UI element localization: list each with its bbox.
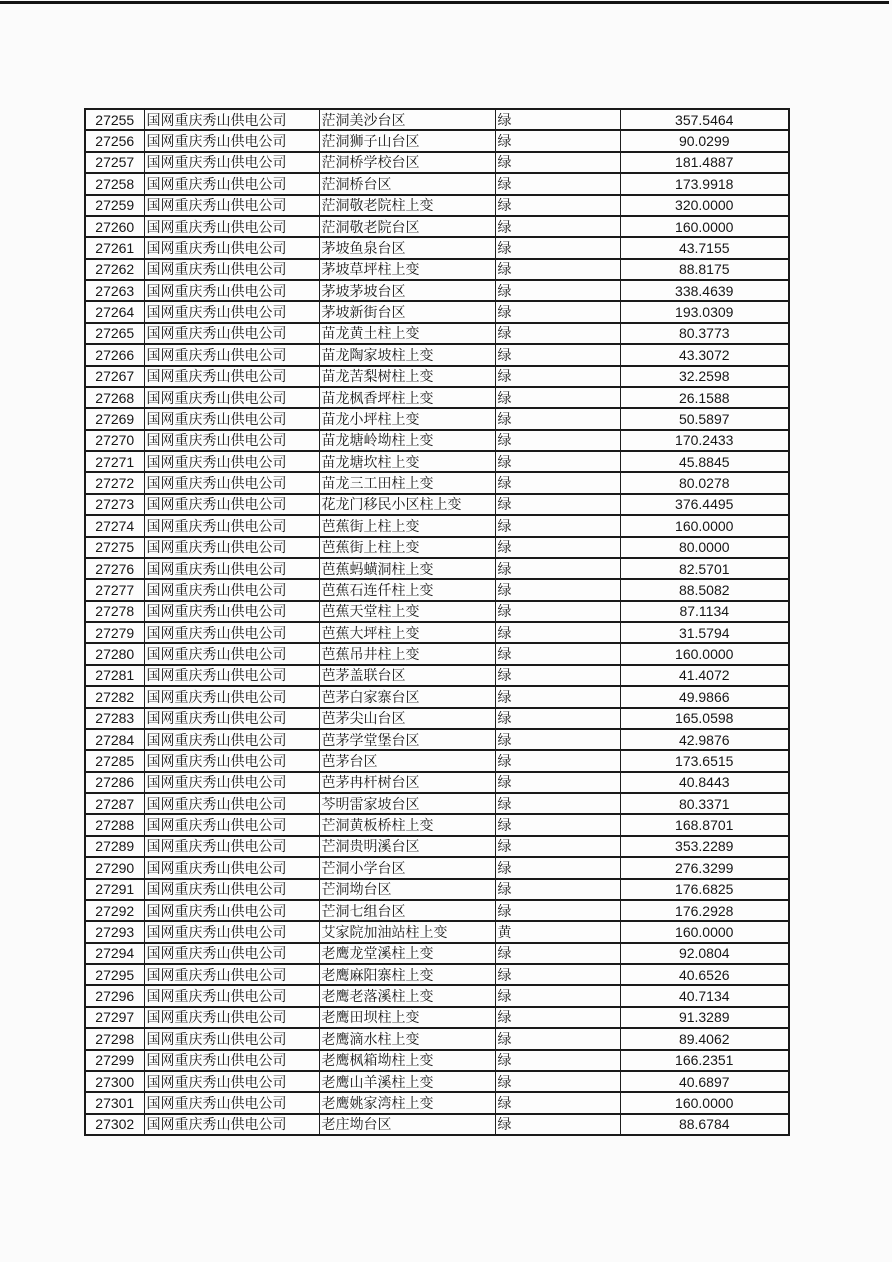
cell-status: 绿 bbox=[495, 430, 620, 451]
cell-value: 40.8443 bbox=[620, 772, 789, 793]
cell-status: 绿 bbox=[495, 1114, 620, 1135]
cell-row-id: 27269 bbox=[85, 408, 144, 429]
cell-status: 绿 bbox=[495, 622, 620, 643]
cell-company-name: 国网重庆秀山供电公司 bbox=[144, 750, 319, 771]
cell-row-id: 27294 bbox=[85, 943, 144, 964]
page-top-rule bbox=[0, 1, 889, 4]
cell-station-name: 芭茅学堂堡台区 bbox=[319, 729, 495, 750]
cell-company-name: 国网重庆秀山供电公司 bbox=[144, 537, 319, 558]
cell-status: 绿 bbox=[495, 943, 620, 964]
table-row bbox=[85, 579, 789, 600]
table-row bbox=[85, 665, 789, 686]
cell-status: 绿 bbox=[495, 1007, 620, 1028]
table-row bbox=[85, 943, 789, 964]
table-row bbox=[85, 836, 789, 857]
cell-row-id: 27278 bbox=[85, 601, 144, 622]
cell-status: 绿 bbox=[495, 857, 620, 878]
cell-value: 168.8701 bbox=[620, 814, 789, 835]
cell-value: 353.2289 bbox=[620, 836, 789, 857]
cell-status: 绿 bbox=[495, 601, 620, 622]
cell-row-id: 27268 bbox=[85, 387, 144, 408]
cell-status: 绿 bbox=[495, 408, 620, 429]
table-row bbox=[85, 793, 789, 814]
cell-company-name: 国网重庆秀山供电公司 bbox=[144, 985, 319, 1006]
cell-status: 绿 bbox=[495, 879, 620, 900]
cell-station-name: 老鹰姚家湾柱上变 bbox=[319, 1092, 495, 1113]
table-row bbox=[85, 280, 789, 301]
cell-company-name: 国网重庆秀山供电公司 bbox=[144, 323, 319, 344]
cell-company-name: 国网重庆秀山供电公司 bbox=[144, 1071, 319, 1092]
cell-row-id: 27299 bbox=[85, 1050, 144, 1071]
cell-company-name: 国网重庆秀山供电公司 bbox=[144, 643, 319, 664]
table-row bbox=[85, 344, 789, 365]
table-row bbox=[85, 1050, 789, 1071]
cell-station-name: 艾家院加油站柱上变 bbox=[319, 921, 495, 942]
cell-status: 绿 bbox=[495, 665, 620, 686]
cell-station-name: 茫洞敬老院台区 bbox=[319, 216, 495, 237]
cell-value: 49.9866 bbox=[620, 686, 789, 707]
cell-value: 43.3072 bbox=[620, 344, 789, 365]
cell-row-id: 27284 bbox=[85, 729, 144, 750]
cell-station-name: 苗龙塘坎柱上变 bbox=[319, 451, 495, 472]
cell-station-name: 茅坡新街台区 bbox=[319, 301, 495, 322]
table-row bbox=[85, 921, 789, 942]
cell-company-name: 国网重庆秀山供电公司 bbox=[144, 451, 319, 472]
cell-value: 176.2928 bbox=[620, 900, 789, 921]
cell-company-name: 国网重庆秀山供电公司 bbox=[144, 900, 319, 921]
cell-status: 绿 bbox=[495, 130, 620, 151]
cell-status: 绿 bbox=[495, 451, 620, 472]
table-row bbox=[85, 130, 789, 151]
cell-station-name: 芒洞小学台区 bbox=[319, 857, 495, 878]
cell-row-id: 27255 bbox=[85, 109, 144, 130]
cell-status: 绿 bbox=[495, 964, 620, 985]
cell-station-name: 老鹰山羊溪柱上变 bbox=[319, 1071, 495, 1092]
cell-status: 绿 bbox=[495, 387, 620, 408]
cell-status: 绿 bbox=[495, 152, 620, 173]
cell-company-name: 国网重庆秀山供电公司 bbox=[144, 195, 319, 216]
cell-row-id: 27296 bbox=[85, 985, 144, 1006]
cell-value: 376.4495 bbox=[620, 494, 789, 515]
cell-company-name: 国网重庆秀山供电公司 bbox=[144, 921, 319, 942]
cell-station-name: 芩明雷家坡台区 bbox=[319, 793, 495, 814]
table-row bbox=[85, 430, 789, 451]
cell-station-name: 芭茅白家寨台区 bbox=[319, 686, 495, 707]
cell-station-name: 苗龙三工田柱上变 bbox=[319, 472, 495, 493]
cell-row-id: 27274 bbox=[85, 515, 144, 536]
cell-status: 绿 bbox=[495, 366, 620, 387]
cell-station-name: 芭蕉吊井柱上变 bbox=[319, 643, 495, 664]
cell-status: 绿 bbox=[495, 772, 620, 793]
table-row bbox=[85, 537, 789, 558]
cell-row-id: 27257 bbox=[85, 152, 144, 173]
cell-company-name: 国网重庆秀山供电公司 bbox=[144, 408, 319, 429]
table-row bbox=[85, 729, 789, 750]
cell-status: 绿 bbox=[495, 515, 620, 536]
cell-station-name: 茫洞美沙台区 bbox=[319, 109, 495, 130]
cell-value: 42.9876 bbox=[620, 729, 789, 750]
cell-station-name: 老鹰老落溪柱上变 bbox=[319, 985, 495, 1006]
cell-value: 87.1134 bbox=[620, 601, 789, 622]
cell-station-name: 老鹰龙堂溪柱上变 bbox=[319, 943, 495, 964]
cell-row-id: 27266 bbox=[85, 344, 144, 365]
cell-company-name: 国网重庆秀山供电公司 bbox=[144, 216, 319, 237]
cell-company-name: 国网重庆秀山供电公司 bbox=[144, 1007, 319, 1028]
cell-status: 绿 bbox=[495, 686, 620, 707]
cell-row-id: 27283 bbox=[85, 708, 144, 729]
cell-row-id: 27256 bbox=[85, 130, 144, 151]
cell-station-name: 芒洞黄板桥柱上变 bbox=[319, 814, 495, 835]
cell-company-name: 国网重庆秀山供电公司 bbox=[144, 301, 319, 322]
cell-station-name: 老庄坳台区 bbox=[319, 1114, 495, 1135]
cell-row-id: 27261 bbox=[85, 237, 144, 258]
table-row bbox=[85, 686, 789, 707]
cell-row-id: 27259 bbox=[85, 195, 144, 216]
cell-station-name: 茅坡茅坡台区 bbox=[319, 280, 495, 301]
cell-value: 50.5897 bbox=[620, 408, 789, 429]
table-row bbox=[85, 109, 789, 130]
cell-row-id: 27273 bbox=[85, 494, 144, 515]
cell-value: 166.2351 bbox=[620, 1050, 789, 1071]
cell-status: 绿 bbox=[495, 558, 620, 579]
cell-value: 80.3773 bbox=[620, 323, 789, 344]
table-row bbox=[85, 1092, 789, 1113]
cell-station-name: 苗龙枫香坪柱上变 bbox=[319, 387, 495, 408]
cell-station-name: 芭蕉大坪柱上变 bbox=[319, 622, 495, 643]
cell-status: 黄 bbox=[495, 921, 620, 942]
cell-company-name: 国网重庆秀山供电公司 bbox=[144, 494, 319, 515]
cell-row-id: 27271 bbox=[85, 451, 144, 472]
table-row bbox=[85, 1114, 789, 1135]
table-row bbox=[85, 643, 789, 664]
cell-station-name: 芭蕉石连仟柱上变 bbox=[319, 579, 495, 600]
cell-status: 绿 bbox=[495, 985, 620, 1006]
cell-row-id: 27292 bbox=[85, 900, 144, 921]
cell-station-name: 茅坡草坪柱上变 bbox=[319, 259, 495, 280]
cell-status: 绿 bbox=[495, 216, 620, 237]
cell-value: 176.6825 bbox=[620, 879, 789, 900]
cell-status: 绿 bbox=[495, 708, 620, 729]
cell-status: 绿 bbox=[495, 1071, 620, 1092]
cell-value: 40.6897 bbox=[620, 1071, 789, 1092]
cell-status: 绿 bbox=[495, 259, 620, 280]
cell-company-name: 国网重庆秀山供电公司 bbox=[144, 1050, 319, 1071]
cell-row-id: 27258 bbox=[85, 173, 144, 194]
cell-station-name: 芒洞坳台区 bbox=[319, 879, 495, 900]
cell-company-name: 国网重庆秀山供电公司 bbox=[144, 558, 319, 579]
cell-value: 193.0309 bbox=[620, 301, 789, 322]
cell-value: 80.0000 bbox=[620, 537, 789, 558]
cell-status: 绿 bbox=[495, 900, 620, 921]
table-row bbox=[85, 195, 789, 216]
cell-value: 338.4639 bbox=[620, 280, 789, 301]
cell-row-id: 27267 bbox=[85, 366, 144, 387]
cell-station-name: 苗龙陶家坡柱上变 bbox=[319, 344, 495, 365]
cell-company-name: 国网重庆秀山供电公司 bbox=[144, 259, 319, 280]
cell-company-name: 国网重庆秀山供电公司 bbox=[144, 1114, 319, 1135]
cell-value: 320.0000 bbox=[620, 195, 789, 216]
cell-row-id: 27289 bbox=[85, 836, 144, 857]
cell-company-name: 国网重庆秀山供电公司 bbox=[144, 836, 319, 857]
cell-value: 89.4062 bbox=[620, 1028, 789, 1049]
cell-value: 276.3299 bbox=[620, 857, 789, 878]
cell-status: 绿 bbox=[495, 195, 620, 216]
cell-status: 绿 bbox=[495, 472, 620, 493]
cell-value: 88.8175 bbox=[620, 259, 789, 280]
cell-company-name: 国网重庆秀山供电公司 bbox=[144, 772, 319, 793]
cell-company-name: 国网重庆秀山供电公司 bbox=[144, 708, 319, 729]
table-row bbox=[85, 879, 789, 900]
cell-value: 80.0278 bbox=[620, 472, 789, 493]
cell-company-name: 国网重庆秀山供电公司 bbox=[144, 729, 319, 750]
cell-row-id: 27286 bbox=[85, 772, 144, 793]
cell-value: 160.0000 bbox=[620, 921, 789, 942]
cell-row-id: 27301 bbox=[85, 1092, 144, 1113]
cell-station-name: 花龙门移民小区柱上变 bbox=[319, 494, 495, 515]
table-row bbox=[85, 985, 789, 1006]
cell-value: 92.0804 bbox=[620, 943, 789, 964]
cell-company-name: 国网重庆秀山供电公司 bbox=[144, 857, 319, 878]
cell-value: 43.7155 bbox=[620, 237, 789, 258]
cell-station-name: 苗龙小坪柱上变 bbox=[319, 408, 495, 429]
cell-row-id: 27297 bbox=[85, 1007, 144, 1028]
cell-company-name: 国网重庆秀山供电公司 bbox=[144, 109, 319, 130]
cell-company-name: 国网重庆秀山供电公司 bbox=[144, 793, 319, 814]
cell-row-id: 27260 bbox=[85, 216, 144, 237]
cell-row-id: 27290 bbox=[85, 857, 144, 878]
cell-company-name: 国网重庆秀山供电公司 bbox=[144, 280, 319, 301]
cell-row-id: 27300 bbox=[85, 1071, 144, 1092]
table-row bbox=[85, 601, 789, 622]
cell-status: 绿 bbox=[495, 836, 620, 857]
cell-company-name: 国网重庆秀山供电公司 bbox=[144, 964, 319, 985]
cell-station-name: 芒洞贵明溪台区 bbox=[319, 836, 495, 857]
cell-station-name: 芭茅尖山台区 bbox=[319, 708, 495, 729]
cell-station-name: 芭茅盖联台区 bbox=[319, 665, 495, 686]
cell-value: 88.6784 bbox=[620, 1114, 789, 1135]
table-row bbox=[85, 237, 789, 258]
cell-status: 绿 bbox=[495, 109, 620, 130]
table-row bbox=[85, 173, 789, 194]
cell-station-name: 芭蕉天堂柱上变 bbox=[319, 601, 495, 622]
table-row bbox=[85, 366, 789, 387]
cell-company-name: 国网重庆秀山供电公司 bbox=[144, 152, 319, 173]
cell-row-id: 27280 bbox=[85, 643, 144, 664]
cell-station-name: 茅坡鱼泉台区 bbox=[319, 237, 495, 258]
table-row bbox=[85, 515, 789, 536]
cell-row-id: 27270 bbox=[85, 430, 144, 451]
cell-row-id: 27282 bbox=[85, 686, 144, 707]
cell-value: 90.0299 bbox=[620, 130, 789, 151]
cell-value: 45.8845 bbox=[620, 451, 789, 472]
cell-station-name: 苗龙黄土柱上变 bbox=[319, 323, 495, 344]
table-row bbox=[85, 387, 789, 408]
cell-company-name: 国网重庆秀山供电公司 bbox=[144, 515, 319, 536]
cell-company-name: 国网重庆秀山供电公司 bbox=[144, 344, 319, 365]
cell-status: 绿 bbox=[495, 1092, 620, 1113]
cell-station-name: 苗龙苦梨树柱上变 bbox=[319, 366, 495, 387]
cell-station-name: 芭蕉街上柱上变 bbox=[319, 515, 495, 536]
cell-value: 170.2433 bbox=[620, 430, 789, 451]
table-body bbox=[85, 109, 789, 1135]
cell-row-id: 27291 bbox=[85, 879, 144, 900]
table-row bbox=[85, 1028, 789, 1049]
cell-value: 160.0000 bbox=[620, 643, 789, 664]
cell-status: 绿 bbox=[495, 537, 620, 558]
cell-value: 173.6515 bbox=[620, 750, 789, 771]
cell-row-id: 27277 bbox=[85, 579, 144, 600]
cell-company-name: 国网重庆秀山供电公司 bbox=[144, 1028, 319, 1049]
cell-station-name: 茫洞狮子山台区 bbox=[319, 130, 495, 151]
cell-company-name: 国网重庆秀山供电公司 bbox=[144, 665, 319, 686]
cell-value: 80.3371 bbox=[620, 793, 789, 814]
cell-company-name: 国网重庆秀山供电公司 bbox=[144, 943, 319, 964]
cell-station-name: 老鹰滴水柱上变 bbox=[319, 1028, 495, 1049]
cell-value: 82.5701 bbox=[620, 558, 789, 579]
table-row bbox=[85, 814, 789, 835]
cell-status: 绿 bbox=[495, 494, 620, 515]
cell-status: 绿 bbox=[495, 173, 620, 194]
cell-value: 91.3289 bbox=[620, 1007, 789, 1028]
table-row bbox=[85, 259, 789, 280]
table-row bbox=[85, 622, 789, 643]
cell-station-name: 茫洞桥台区 bbox=[319, 173, 495, 194]
cell-value: 41.4072 bbox=[620, 665, 789, 686]
cell-status: 绿 bbox=[495, 793, 620, 814]
cell-row-id: 27276 bbox=[85, 558, 144, 579]
cell-company-name: 国网重庆秀山供电公司 bbox=[144, 130, 319, 151]
cell-station-name: 老鹰枫箱坳柱上变 bbox=[319, 1050, 495, 1071]
cell-status: 绿 bbox=[495, 579, 620, 600]
cell-status: 绿 bbox=[495, 1028, 620, 1049]
cell-value: 165.0598 bbox=[620, 708, 789, 729]
cell-status: 绿 bbox=[495, 301, 620, 322]
cell-value: 160.0000 bbox=[620, 515, 789, 536]
cell-value: 160.0000 bbox=[620, 1092, 789, 1113]
cell-status: 绿 bbox=[495, 280, 620, 301]
cell-station-name: 芭蕉街上柱上变 bbox=[319, 537, 495, 558]
cell-status: 绿 bbox=[495, 344, 620, 365]
cell-status: 绿 bbox=[495, 729, 620, 750]
cell-company-name: 国网重庆秀山供电公司 bbox=[144, 387, 319, 408]
table-row bbox=[85, 772, 789, 793]
cell-station-name: 芭茅冉杆树台区 bbox=[319, 772, 495, 793]
cell-station-name: 芭蕉蚂蟥洞柱上变 bbox=[319, 558, 495, 579]
cell-status: 绿 bbox=[495, 814, 620, 835]
cell-company-name: 国网重庆秀山供电公司 bbox=[144, 686, 319, 707]
cell-status: 绿 bbox=[495, 643, 620, 664]
cell-row-id: 27285 bbox=[85, 750, 144, 771]
table-row bbox=[85, 301, 789, 322]
cell-row-id: 27298 bbox=[85, 1028, 144, 1049]
cell-status: 绿 bbox=[495, 750, 620, 771]
cell-value: 31.5794 bbox=[620, 622, 789, 643]
cell-company-name: 国网重庆秀山供电公司 bbox=[144, 879, 319, 900]
cell-row-id: 27287 bbox=[85, 793, 144, 814]
cell-status: 绿 bbox=[495, 1050, 620, 1071]
cell-company-name: 国网重庆秀山供电公司 bbox=[144, 814, 319, 835]
table-row bbox=[85, 216, 789, 237]
cell-row-id: 27275 bbox=[85, 537, 144, 558]
cell-company-name: 国网重庆秀山供电公司 bbox=[144, 366, 319, 387]
cell-row-id: 27279 bbox=[85, 622, 144, 643]
cell-value: 40.7134 bbox=[620, 985, 789, 1006]
station-data-table bbox=[84, 108, 790, 1136]
cell-row-id: 27262 bbox=[85, 259, 144, 280]
cell-row-id: 27263 bbox=[85, 280, 144, 301]
cell-row-id: 27288 bbox=[85, 814, 144, 835]
cell-row-id: 27302 bbox=[85, 1114, 144, 1135]
cell-station-name: 老鹰田坝柱上变 bbox=[319, 1007, 495, 1028]
cell-row-id: 27293 bbox=[85, 921, 144, 942]
cell-value: 88.5082 bbox=[620, 579, 789, 600]
cell-company-name: 国网重庆秀山供电公司 bbox=[144, 472, 319, 493]
cell-station-name: 老鹰麻阳寨柱上变 bbox=[319, 964, 495, 985]
cell-row-id: 27265 bbox=[85, 323, 144, 344]
table-row bbox=[85, 152, 789, 173]
cell-row-id: 27295 bbox=[85, 964, 144, 985]
cell-value: 357.5464 bbox=[620, 109, 789, 130]
table-row bbox=[85, 451, 789, 472]
cell-station-name: 茫洞桥学校台区 bbox=[319, 152, 495, 173]
cell-station-name: 茫洞敬老院柱上变 bbox=[319, 195, 495, 216]
table-row bbox=[85, 857, 789, 878]
cell-value: 32.2598 bbox=[620, 366, 789, 387]
table-row bbox=[85, 558, 789, 579]
cell-row-id: 27264 bbox=[85, 301, 144, 322]
cell-value: 181.4887 bbox=[620, 152, 789, 173]
cell-status: 绿 bbox=[495, 237, 620, 258]
table-row bbox=[85, 408, 789, 429]
cell-status: 绿 bbox=[495, 323, 620, 344]
cell-company-name: 国网重庆秀山供电公司 bbox=[144, 601, 319, 622]
cell-company-name: 国网重庆秀山供电公司 bbox=[144, 430, 319, 451]
table-row bbox=[85, 1071, 789, 1092]
cell-company-name: 国网重庆秀山供电公司 bbox=[144, 173, 319, 194]
cell-value: 173.9918 bbox=[620, 173, 789, 194]
cell-company-name: 国网重庆秀山供电公司 bbox=[144, 237, 319, 258]
cell-value: 26.1588 bbox=[620, 387, 789, 408]
table-row bbox=[85, 1007, 789, 1028]
cell-company-name: 国网重庆秀山供电公司 bbox=[144, 579, 319, 600]
table-row bbox=[85, 900, 789, 921]
cell-station-name: 芒洞七组台区 bbox=[319, 900, 495, 921]
table-row bbox=[85, 472, 789, 493]
cell-station-name: 芭茅台区 bbox=[319, 750, 495, 771]
cell-company-name: 国网重庆秀山供电公司 bbox=[144, 622, 319, 643]
cell-station-name: 苗龙塘岭坳柱上变 bbox=[319, 430, 495, 451]
table-row bbox=[85, 494, 789, 515]
table-row bbox=[85, 964, 789, 985]
cell-value: 160.0000 bbox=[620, 216, 789, 237]
cell-row-id: 27272 bbox=[85, 472, 144, 493]
cell-value: 40.6526 bbox=[620, 964, 789, 985]
cell-row-id: 27281 bbox=[85, 665, 144, 686]
table-row bbox=[85, 750, 789, 771]
table-row bbox=[85, 323, 789, 344]
table-row bbox=[85, 708, 789, 729]
cell-company-name: 国网重庆秀山供电公司 bbox=[144, 1092, 319, 1113]
